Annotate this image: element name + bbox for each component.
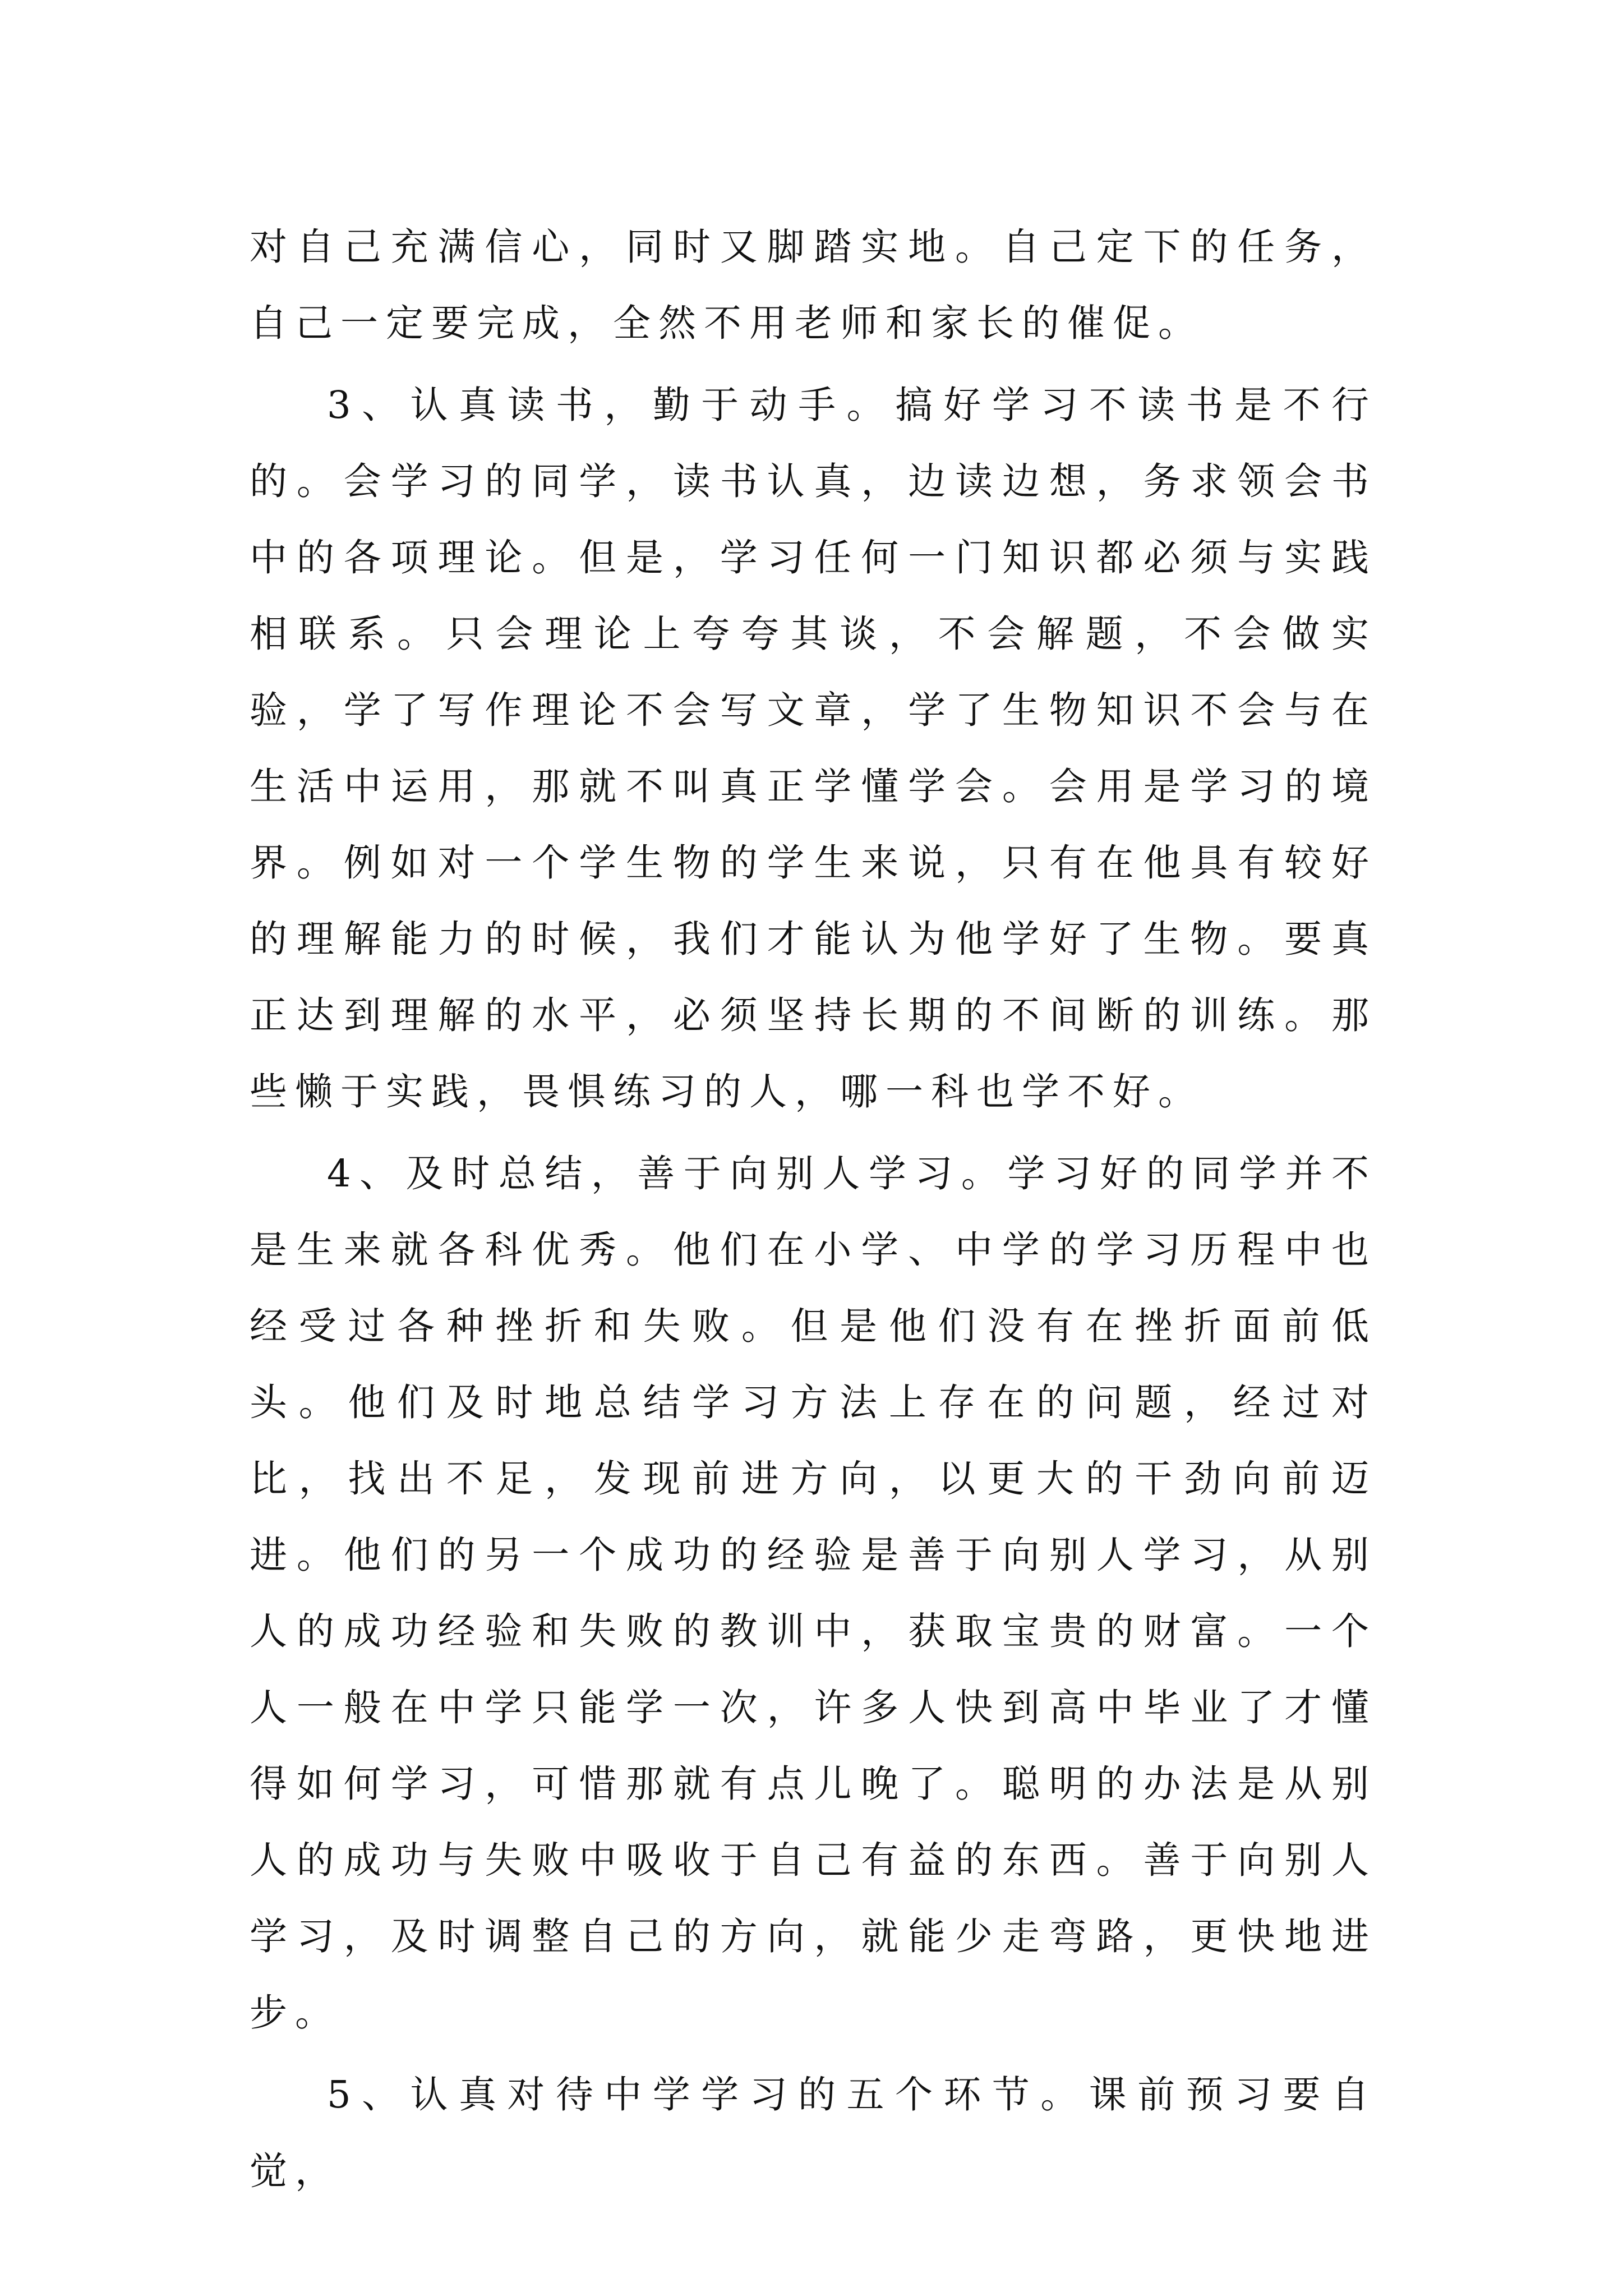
paragraph-4: 5、认真对待中学学习的五个环节。课前预习要自觉， bbox=[250, 2073, 1377, 2193]
paragraph-3: 4、及时总结，善于向别人学习。学习好的同学并不是生来就各科优秀。他们在小学、中学的学习历程中也经受过各种挫折和失败。但是他们没有在挫折面前低头。他们及时地总结学习方法上存在的问题，经过对比，找出不足，发现前进方向，以更大的干劲向前迈进。他们的另一个成功的经验是善于向别人学习，从别人的成功经验和失败的教训中，获取宝贵的财富。一个人一般在中学只能学一次，许多人快到高中毕业了才懂得如何学习，可惜那就有点儿晚了。聪明的办法是从别人的成功与失败中吸收于自己有益的东西。善于向别人学习，及时调整自己的方向，就能少走弯路，更快地进步。 bbox=[250, 1152, 1377, 2035]
paragraph-1: 对自己充满信心，同时又脚踏实地。自己定下的任务，自己一定要完成，全然不用老师和家长的催促。 bbox=[250, 225, 1377, 345]
paragraph-2: 3、认真读书，勤于动手。搞好学习不读书是不行的。会学习的同学，读书认真，边读边想，务求领会书中的各项理论。但是，学习任何一门知识都必须与实践相联系。只会理论上夸夸其谈，不会解题，不会做实验，学了写作理论不会写文章，学了生物知识不会与在生活中运用，那就不叫真正学懂学会。会用是学习的境界。例如对一个学生物的学生来说，只有在他具有较好的理解能力的时候，我们才能认为他学好了生物。要真正达到理解的水平，必须坚持长期的不间断的训练。那些懒于实践，畏惧练习的人，哪一科也学不好。 bbox=[250, 383, 1377, 1114]
document-body bbox=[250, 209, 1377, 2209]
